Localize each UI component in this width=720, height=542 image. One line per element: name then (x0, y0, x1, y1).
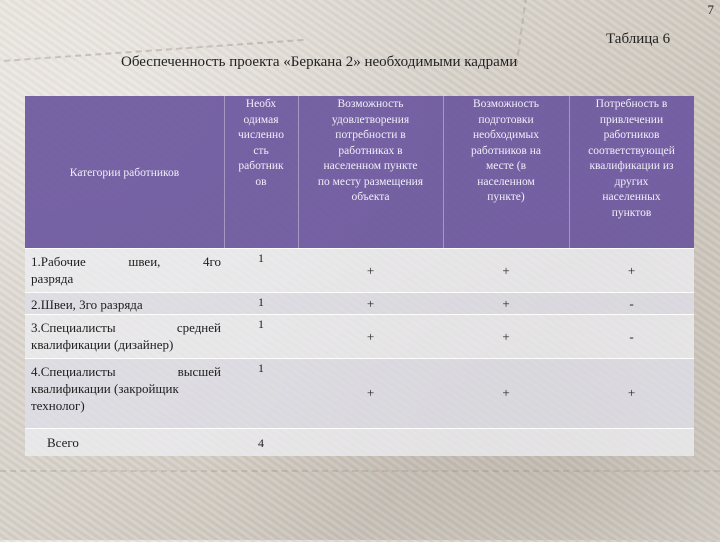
header-attract-line: населенных (602, 191, 661, 203)
row-need-count: 1 (258, 295, 264, 309)
row-attract-mark: + (627, 385, 636, 400)
row-train-mark: + (502, 385, 510, 400)
header-satisfy-line: по месту размещения (317, 175, 424, 188)
header-train-line: населенном (477, 175, 535, 188)
row-category-text: технолог) (31, 398, 85, 413)
row-category (31, 253, 221, 287)
header-satisfy (298, 96, 443, 248)
header-category-label: Категории работников (69, 167, 180, 179)
header-need-line: Необх (245, 98, 277, 110)
fabric-seam (0, 470, 720, 542)
row-need-count: 1 (258, 317, 264, 331)
header-attract-line: пунктов (611, 206, 652, 219)
row-category-text: 2.Швеи, 3го разряда (31, 297, 143, 312)
header-need-line: численно (238, 129, 284, 141)
row-category (31, 363, 221, 414)
header-train-line: месте (в (485, 160, 527, 172)
header-attract-line: соответствующей (588, 144, 675, 157)
header-train-line: необходимых (473, 129, 539, 141)
row-category-text: 1.Рабочие (31, 254, 86, 269)
header-need-line: одимая (243, 113, 279, 126)
row-train-mark: + (502, 263, 510, 278)
header-train (443, 96, 569, 248)
row-satisfy-mark: + (366, 296, 375, 311)
row-category-text: 3.Специалисты (31, 320, 116, 335)
column-divider (224, 96, 225, 248)
header-satisfy-line: работниках в (338, 144, 403, 157)
header-train-line: Возможность (472, 98, 540, 110)
header-train-line: работников на (471, 144, 541, 157)
staffing-table (25, 96, 694, 456)
table-row (25, 314, 694, 358)
header-need-line: сть (253, 144, 269, 157)
header-attract-line: работников (603, 129, 660, 141)
row-need-count: 1 (258, 251, 264, 265)
row-category-text: 4.Специалисты (31, 364, 116, 379)
row-category-text: квалификации (дизайнер) (31, 337, 174, 352)
row-satisfy-mark: + (366, 263, 375, 278)
row-category-text: 4го (202, 254, 221, 269)
header-attract-line: квалификации из (589, 160, 674, 172)
header-train-line: пункте) (487, 191, 525, 203)
table-row (25, 248, 694, 292)
page-number: 7 (707, 2, 714, 17)
header-satisfy-line: потребности в (335, 129, 406, 141)
header-attract-line: других (614, 175, 649, 188)
table-row-total (25, 428, 694, 456)
table-row (25, 292, 694, 314)
row-attract-mark: - (629, 296, 634, 311)
table-title: Обеспеченность проекта «Беркана 2» необходимыми кадрами (121, 54, 518, 70)
row-need-count: 1 (258, 361, 264, 375)
header-train-line: подготовки (478, 113, 534, 126)
fabric-seam (0, 0, 304, 62)
header-satisfy-line: населенном пункте (323, 160, 418, 172)
header-attract-line: привлечении (599, 113, 664, 126)
row-satisfy-mark: + (366, 385, 375, 400)
row-attract-mark: + (627, 263, 636, 278)
header-need-line: ов (255, 175, 267, 188)
row-category (31, 319, 221, 353)
column-divider (443, 96, 444, 248)
header-satisfy-line: объекта (351, 191, 390, 203)
row-category (31, 296, 221, 313)
row-category-text: квалификации (закройщик (31, 381, 179, 396)
row-attract-mark: - (629, 329, 634, 344)
row-train-mark: + (502, 329, 510, 344)
column-divider (298, 96, 299, 248)
header-attract (569, 96, 694, 248)
header-category (25, 96, 224, 248)
header-need (224, 96, 298, 248)
row-train-mark: + (502, 296, 510, 311)
row-category-text: разряда (31, 271, 74, 286)
header-satisfy-line: Возможность (337, 98, 404, 110)
row-category-text: средней (176, 320, 221, 335)
table-label: Таблица 6 (606, 31, 671, 47)
row-category-text: швеи, (128, 254, 161, 269)
row-category-text: высшей (177, 364, 221, 379)
column-divider (569, 96, 570, 248)
total-need-count: 4 (258, 436, 264, 450)
header-attract-line: Потребность в (595, 98, 668, 110)
header-need-line: работник (238, 160, 284, 172)
total-label: Всего (47, 435, 79, 450)
row-satisfy-mark: + (366, 329, 375, 344)
table-row (25, 358, 694, 428)
header-satisfy-line: удовлетворения (331, 113, 410, 126)
